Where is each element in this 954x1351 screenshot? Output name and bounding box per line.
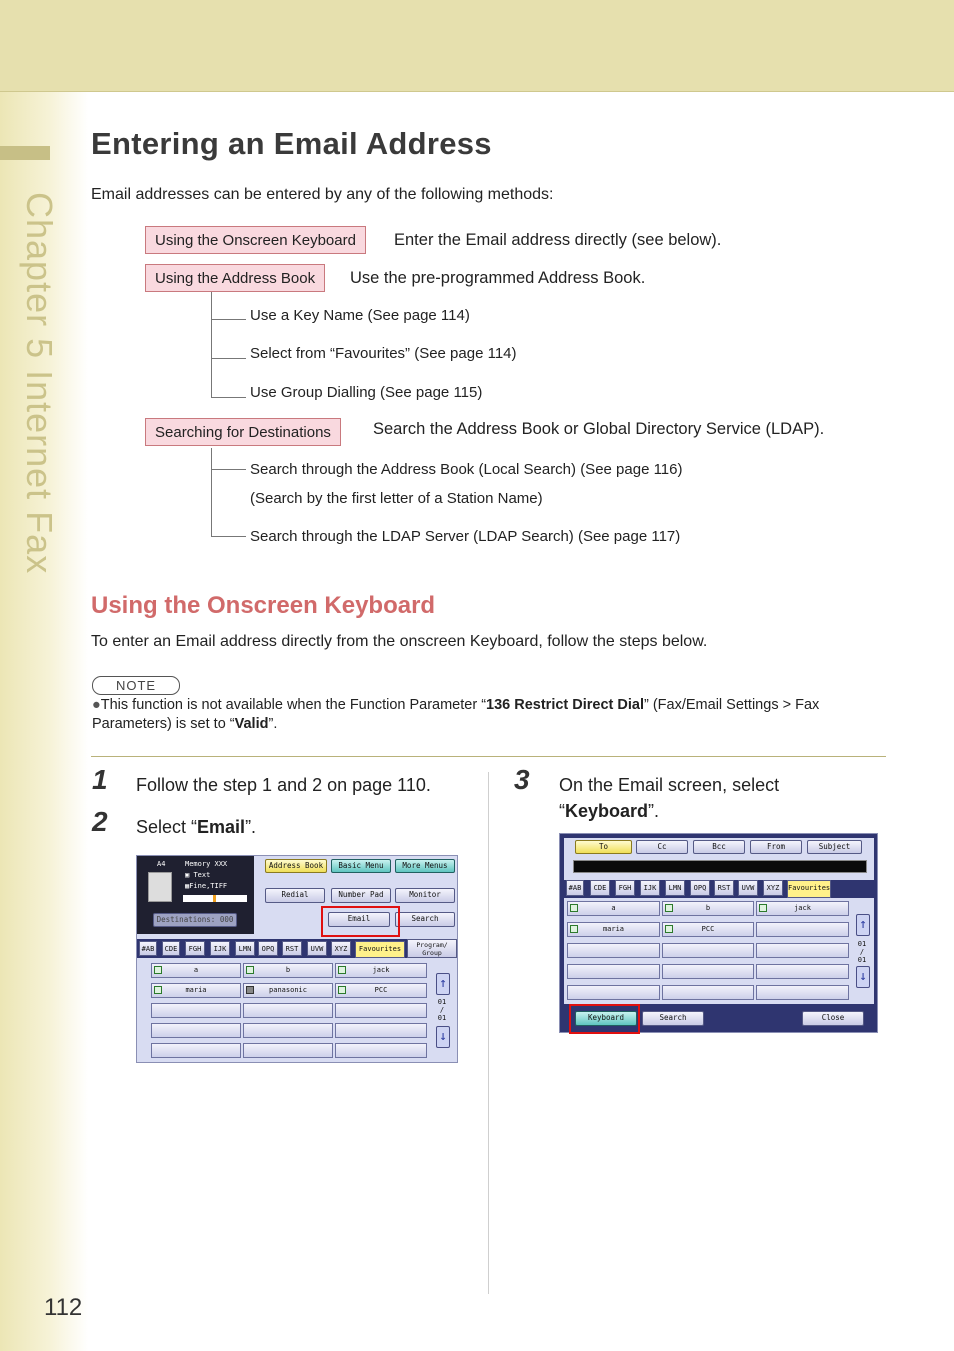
status-panel [137, 856, 254, 934]
tab-opq[interactable]: OPQ [258, 941, 278, 956]
memory-status: Memory XXX [185, 860, 228, 868]
tab-program-group[interactable]: Program/ Group [407, 939, 457, 958]
divider [91, 756, 886, 757]
address-cell[interactable]: b [662, 901, 754, 916]
email-icon [154, 966, 162, 974]
note-text: ●This function is not available when the Function Parameter “136 Restrict Direct Dial” (Fax/Email Settings > Fax Parameters) is set to “Valid”. [92, 697, 820, 732]
redial-button[interactable]: Redial [265, 888, 325, 903]
tab-ijk[interactable]: IJK [210, 941, 230, 956]
address-cell-empty[interactable] [567, 985, 660, 1000]
tab-xyz[interactable]: XYZ [763, 880, 783, 896]
index-tabs [137, 939, 457, 958]
sub-item: Search through the Address Book (Local Search) (See page 116) [250, 461, 683, 478]
email-icon [338, 986, 346, 994]
address-cell-empty[interactable] [756, 943, 849, 958]
email-button[interactable]: Email [328, 912, 390, 927]
column-divider [488, 772, 489, 1294]
page-title: Entering an Email Address [91, 126, 492, 161]
address-book-button[interactable]: Address Book [265, 859, 327, 873]
sidebar-marker [0, 146, 50, 160]
tab-opq[interactable]: OPQ [690, 880, 710, 896]
tab-cde[interactable]: CDE [590, 880, 610, 896]
sub-item: Use Group Dialling (See page 115) [250, 384, 483, 401]
subject-button[interactable]: Subject [807, 840, 862, 854]
address-cell[interactable]: b [243, 963, 333, 978]
address-cell-empty[interactable] [151, 1023, 241, 1038]
bullet-icon: ● [92, 697, 101, 713]
tab-xyz[interactable]: XYZ [331, 941, 351, 956]
tab-lmn[interactable]: LMN [665, 880, 685, 896]
search-button[interactable]: Search [395, 912, 455, 927]
address-cell-empty[interactable] [243, 1003, 333, 1018]
scroll-down-icon[interactable]: ↓ [436, 1026, 450, 1048]
tag-address-book: Using the Address Book [145, 264, 325, 292]
from-button[interactable]: From [750, 840, 802, 854]
resolution-status: ▦Fine,TIFF [185, 882, 228, 890]
address-input-field[interactable] [573, 860, 867, 873]
tab-ab[interactable]: #AB [566, 880, 584, 896]
paper-size: A4 [157, 860, 166, 868]
document-icon [148, 872, 172, 902]
tab-rst[interactable]: RST [282, 941, 302, 956]
step-text: On the Email screen, select “Keyboard”. [559, 775, 780, 821]
chapter-label: Chapter 5 Internet Fax [19, 192, 60, 575]
sub-item: Use a Key Name (See page 114) [250, 307, 470, 324]
tab-favourites[interactable]: Favourites [787, 880, 831, 898]
tab-uvw[interactable]: UVW [738, 880, 758, 896]
address-cell[interactable]: panasonic [243, 983, 333, 998]
email-icon [154, 986, 162, 994]
mode-status: ▣ Text [185, 871, 211, 879]
step-number: 2 [92, 806, 108, 837]
tab-fgh[interactable]: FGH [185, 941, 205, 956]
sub-item: Select from “Favourites” (See page 114) [250, 345, 517, 362]
fax-screen-main [136, 855, 458, 1063]
address-cell[interactable]: jack [756, 901, 849, 916]
tree-branch [211, 397, 246, 398]
fax-icon [246, 986, 254, 994]
address-cell[interactable]: PCC [662, 922, 754, 937]
address-cell[interactable]: maria [567, 922, 660, 937]
email-icon [338, 966, 346, 974]
cc-button[interactable]: Cc [636, 840, 688, 854]
email-icon [665, 904, 673, 912]
address-cell-empty[interactable] [243, 1023, 333, 1038]
more-menus-button[interactable]: More Menus [395, 859, 455, 873]
fax-screen-email [559, 833, 878, 1033]
note-badge: NOTE [92, 676, 180, 695]
number-pad-button[interactable]: Number Pad [331, 888, 391, 903]
email-icon [570, 904, 578, 912]
address-cell-empty[interactable] [567, 943, 660, 958]
method-desc: Search the Address Book or Global Directory Service (LDAP). [373, 420, 825, 438]
section-lead: To enter an Email address directly from the onscreen Keyboard, follow the steps below. [91, 633, 708, 650]
bcc-button[interactable]: Bcc [693, 840, 745, 854]
step-number: 3 [514, 764, 530, 795]
page-number: 112 [44, 1294, 83, 1321]
intro-text: Email addresses can be entered by any of the following methods: [91, 186, 554, 203]
step-text: Select “Email”. [136, 817, 257, 837]
tab-fgh[interactable]: FGH [615, 880, 635, 896]
page-indicator: 01 / 01 [857, 940, 867, 964]
grid-icon: ▦ [185, 882, 190, 890]
address-cell-empty[interactable] [567, 964, 660, 979]
tree-branch [211, 536, 246, 537]
step-number: 1 [92, 764, 108, 795]
address-cell-empty[interactable] [243, 1043, 333, 1058]
address-cell[interactable]: maria [151, 983, 241, 998]
address-cell[interactable]: a [567, 901, 660, 916]
email-icon [246, 966, 254, 974]
highlight-email [321, 906, 400, 937]
scroll-down-icon[interactable]: ↓ [856, 966, 870, 988]
highlight-keyboard [569, 1004, 640, 1034]
email-icon [759, 904, 767, 912]
basic-menu-button[interactable]: Basic Menu [331, 859, 391, 873]
tab-ab[interactable]: #AB [139, 941, 157, 956]
tab-rst[interactable]: RST [714, 880, 734, 896]
to-button[interactable]: To [575, 840, 632, 854]
address-cell[interactable]: jack [335, 963, 427, 978]
search-button[interactable]: Search [642, 1011, 704, 1026]
header-band [0, 0, 954, 92]
tab-favourites[interactable]: Favourites [355, 941, 405, 958]
sub-item: Search through the LDAP Server (LDAP Search) (See page 117) [250, 528, 681, 545]
step-text: Follow the step 1 and 2 on page 110. [136, 775, 431, 795]
tab-uvw[interactable]: UVW [307, 941, 327, 956]
tab-ijk[interactable]: IJK [640, 880, 660, 896]
page-indicator: 01 / 01 [437, 998, 447, 1022]
email-icon [570, 925, 578, 933]
address-cell-empty[interactable] [756, 985, 849, 1000]
destinations-counter: Destinations: 000 [153, 913, 237, 927]
tree-branch [211, 469, 246, 470]
mode-icon: ▣ [185, 871, 194, 879]
tree-branch [211, 358, 246, 359]
tag-onscreen-keyboard: Using the Onscreen Keyboard [145, 226, 366, 254]
address-cell[interactable]: PCC [335, 983, 427, 998]
address-cell-empty[interactable] [662, 943, 754, 958]
address-cell-empty[interactable] [335, 1003, 427, 1018]
address-cell-empty[interactable] [335, 1023, 427, 1038]
email-icon [665, 925, 673, 933]
scroll-up-icon[interactable]: ↑ [856, 914, 870, 936]
method-desc: Use the pre-programmed Address Book. [350, 269, 646, 287]
method-desc: Enter the Email address directly (see below). [394, 231, 722, 249]
address-cell-empty[interactable] [335, 1043, 427, 1058]
tree-branch [211, 319, 246, 320]
scroll-up-icon[interactable]: ↑ [436, 973, 450, 995]
address-cell-empty[interactable] [151, 1003, 241, 1018]
tag-searching-destinations: Searching for Destinations [145, 418, 341, 446]
tab-lmn[interactable]: LMN [235, 941, 255, 956]
address-cell[interactable]: a [151, 963, 241, 978]
tree-line [211, 448, 212, 537]
keyboard-button[interactable]: Keyboard [575, 1011, 637, 1026]
section-heading: Using the Onscreen Keyboard [91, 592, 436, 619]
monitor-button[interactable]: Monitor [395, 888, 455, 903]
tree-line [211, 292, 212, 398]
address-cell-empty[interactable] [151, 1043, 241, 1058]
close-button[interactable]: Close [802, 1011, 864, 1026]
address-cell-empty[interactable] [756, 964, 849, 979]
address-cell-empty[interactable] [662, 985, 754, 1000]
contrast-slider[interactable] [183, 895, 247, 902]
address-cell-empty[interactable] [662, 964, 754, 979]
tab-cde[interactable]: CDE [162, 941, 180, 956]
address-cell-empty[interactable] [756, 922, 849, 937]
slider-thumb[interactable] [213, 895, 216, 902]
sub-item: (Search by the first letter of a Station Name) [250, 490, 543, 507]
